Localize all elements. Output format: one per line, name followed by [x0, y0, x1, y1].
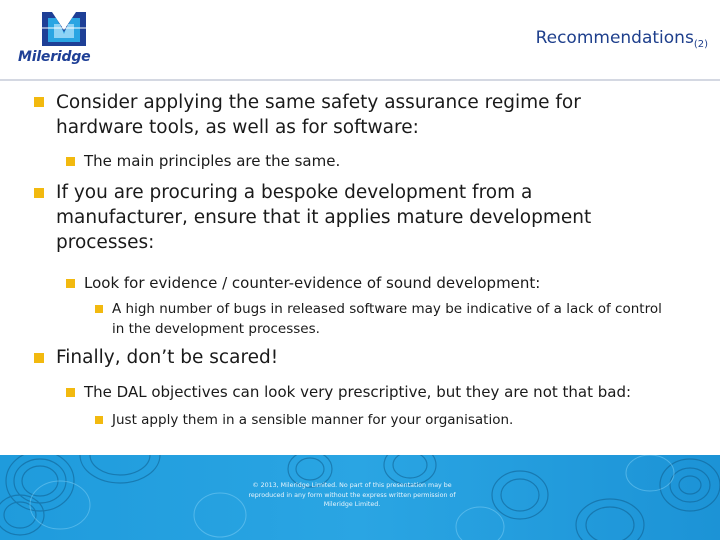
logo-text: Mileridge	[18, 49, 91, 65]
mileridge-logo	[14, 8, 110, 66]
bullet-level2: The main principles are the same.	[84, 152, 341, 170]
logo-mark-icon	[40, 8, 88, 48]
bullet-level3: Just apply them in a sensible manner for your organisation.	[112, 412, 514, 428]
bullet-level3: A high number of bugs in released software may be indicative of a lack of control in the development processes.	[112, 301, 662, 337]
bullet-square-icon	[95, 416, 103, 424]
bullet-square-icon	[34, 97, 44, 107]
copyright-notice: © 2013, Mileridge Limited. No part of this presentation may be reproduced in any form without the express written permission of Mileridge Limited.	[248, 482, 456, 508]
bullet-level1: Consider applying the same safety assurance regime for hardware tools, as well as for software:	[56, 92, 581, 138]
bullet-level2: Look for evidence / counter-evidence of sound development:	[84, 274, 541, 292]
slide-title	[536, 28, 708, 50]
bullet-square-icon	[66, 157, 75, 166]
bullet-level1: Finally, don’t be scared!	[56, 347, 279, 368]
bullet-level2: The DAL objectives can look very prescriptive, but they are not that bad:	[84, 383, 632, 401]
bullet-square-icon	[34, 188, 44, 198]
slide-title-subscript: (2)	[693, 39, 708, 50]
header-divider	[0, 79, 720, 81]
footer-band	[0, 455, 720, 540]
slide-title-text: Recommendations	[535, 28, 694, 48]
bullet-level1: If you are procuring a bespoke development from a manufacturer, ensure that it applies mature development processes:	[56, 182, 592, 253]
bullet-square-icon	[34, 353, 44, 363]
bullet-square-icon	[95, 305, 103, 313]
bullet-square-icon	[66, 279, 75, 288]
bullet-square-icon	[66, 388, 75, 397]
